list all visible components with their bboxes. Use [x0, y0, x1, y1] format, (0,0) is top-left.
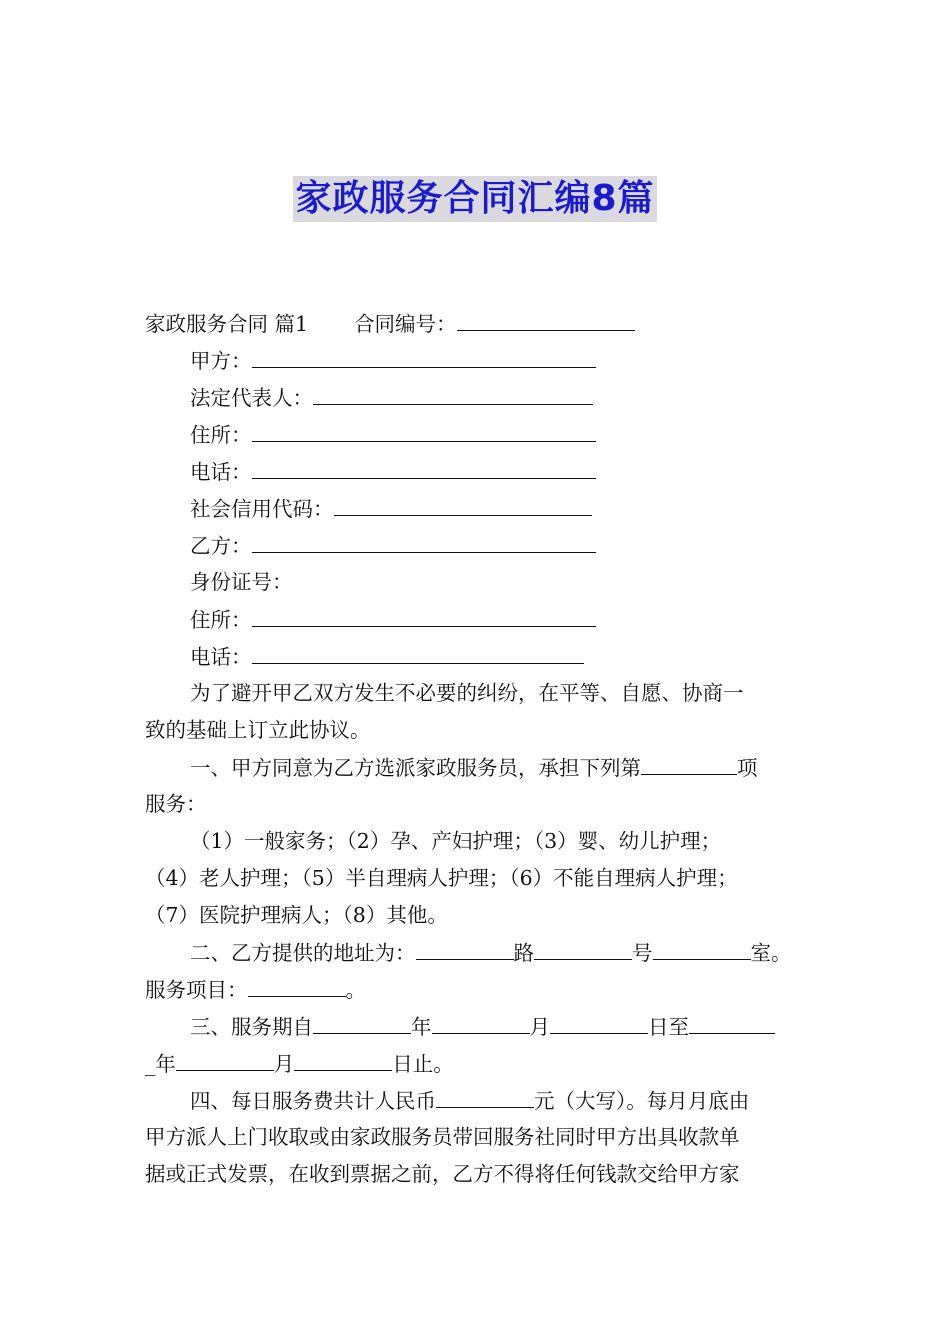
- address-b-line: [190, 605, 596, 634]
- contract-no-blank: [457, 309, 635, 331]
- party-a-label: 甲方：: [190, 349, 252, 373]
- phone-b-label: 电话：: [190, 645, 252, 669]
- section-label: 家政服务合同 篇1: [145, 312, 309, 336]
- clause-1-text: 一、甲方同意为乙方选派家政服务员，承担下列第: [190, 756, 641, 780]
- credit-code-line: [190, 494, 592, 523]
- header-line: [145, 309, 635, 338]
- clause-4-text-b: 元（大写）。每月月底由: [534, 1089, 750, 1113]
- credit-code-label: 社会信用代码：: [190, 497, 334, 521]
- address-a-line: [190, 420, 596, 449]
- contract-no-label: 合同编号：: [354, 312, 457, 336]
- room-blank: [653, 938, 751, 960]
- intro-line-2: 致的基础上订立此协议。: [145, 718, 371, 742]
- phone-a-line: [190, 457, 596, 486]
- clause-4-line: [190, 1086, 749, 1115]
- service-items-end: 。: [345, 978, 366, 1002]
- items-line-2: （4）老人护理；（5）半自理病人护理；（6）不能自理病人护理；: [145, 866, 738, 890]
- intro-line-1: 为了避开甲乙双方发生不必要的纠纷，在平等、自愿、协商一: [190, 681, 744, 705]
- year-label: 年: [411, 1015, 432, 1039]
- document-title-wrap: [0, 176, 950, 222]
- service-items-label: 服务项目：: [145, 978, 248, 1002]
- road-label: 路: [513, 941, 534, 965]
- start-month-blank: [432, 1012, 530, 1034]
- end-month-label: 月: [273, 1052, 295, 1076]
- legal-rep-label: 法定代表人：: [190, 386, 313, 410]
- phone-a-blank: [252, 457, 596, 479]
- address-b-label: 住所：: [190, 608, 252, 632]
- party-b-line: [190, 531, 596, 560]
- address-a-blank: [252, 420, 596, 442]
- clause-3-text: 三、服务期自: [190, 1015, 313, 1039]
- clause-4-line-2: 甲方派人上门收取或由家政服务员带回服务社同时甲方出具收款单: [145, 1125, 740, 1149]
- number-label: 号: [632, 941, 653, 965]
- road-blank: [416, 938, 514, 960]
- end-day-label: 日止。: [392, 1052, 454, 1076]
- service-items-line: [145, 975, 366, 1004]
- clause-1-item-word: 项: [737, 756, 758, 780]
- clause-1-service: 服务：: [145, 792, 207, 816]
- items-line-3: （7）医院护理病人；（8）其他。: [145, 903, 448, 927]
- party-b-blank: [252, 531, 596, 553]
- fee-blank: [436, 1086, 534, 1108]
- day-to-label: 日至: [648, 1015, 689, 1039]
- service-items-blank: [248, 975, 346, 997]
- clause-2-line: [190, 938, 792, 967]
- month-label: 月: [529, 1015, 550, 1039]
- id-no-line: [190, 568, 293, 596]
- legal-rep-blank: [313, 383, 593, 405]
- document-title: 家政服务合同汇编8篇: [293, 176, 656, 222]
- start-day-blank: [550, 1012, 648, 1034]
- clause-3-line: [190, 1012, 775, 1041]
- end-day-blank: [294, 1049, 392, 1071]
- clause-4-line-3: 据或正式发票，在收到票据之前，乙方不得将任何钱款交给甲方家: [145, 1162, 740, 1186]
- clause-1-line: [190, 753, 758, 782]
- start-year-blank: [313, 1012, 411, 1034]
- clause-2-text: 二、乙方提供的地址为：: [190, 941, 416, 965]
- credit-code-blank: [334, 494, 592, 516]
- id-no-label: 身份证号：: [190, 570, 293, 594]
- clause-1-blank: [641, 753, 737, 775]
- phone-b-line: [190, 642, 584, 671]
- address-b-blank: [252, 605, 596, 627]
- end-year-blank-a: [689, 1012, 775, 1034]
- number-blank: [534, 938, 632, 960]
- end-month-blank: [176, 1049, 274, 1071]
- room-label: 室。: [750, 941, 792, 965]
- legal-rep-line: [190, 383, 593, 412]
- phone-b-blank: [252, 642, 584, 664]
- clause-4-text: 四、每日服务费共计人民币: [190, 1089, 436, 1113]
- party-a-blank: [252, 346, 596, 368]
- end-year-label: _年: [145, 1052, 176, 1076]
- items-line-1: （1）一般家务；（2）孕、产妇护理；（3）婴、幼儿护理；: [190, 829, 722, 853]
- phone-a-label: 电话：: [190, 460, 252, 484]
- address-a-label: 住所：: [190, 423, 252, 447]
- party-a-line: [190, 346, 596, 375]
- clause-3-line-2: [145, 1049, 454, 1078]
- party-b-label: 乙方：: [190, 534, 252, 558]
